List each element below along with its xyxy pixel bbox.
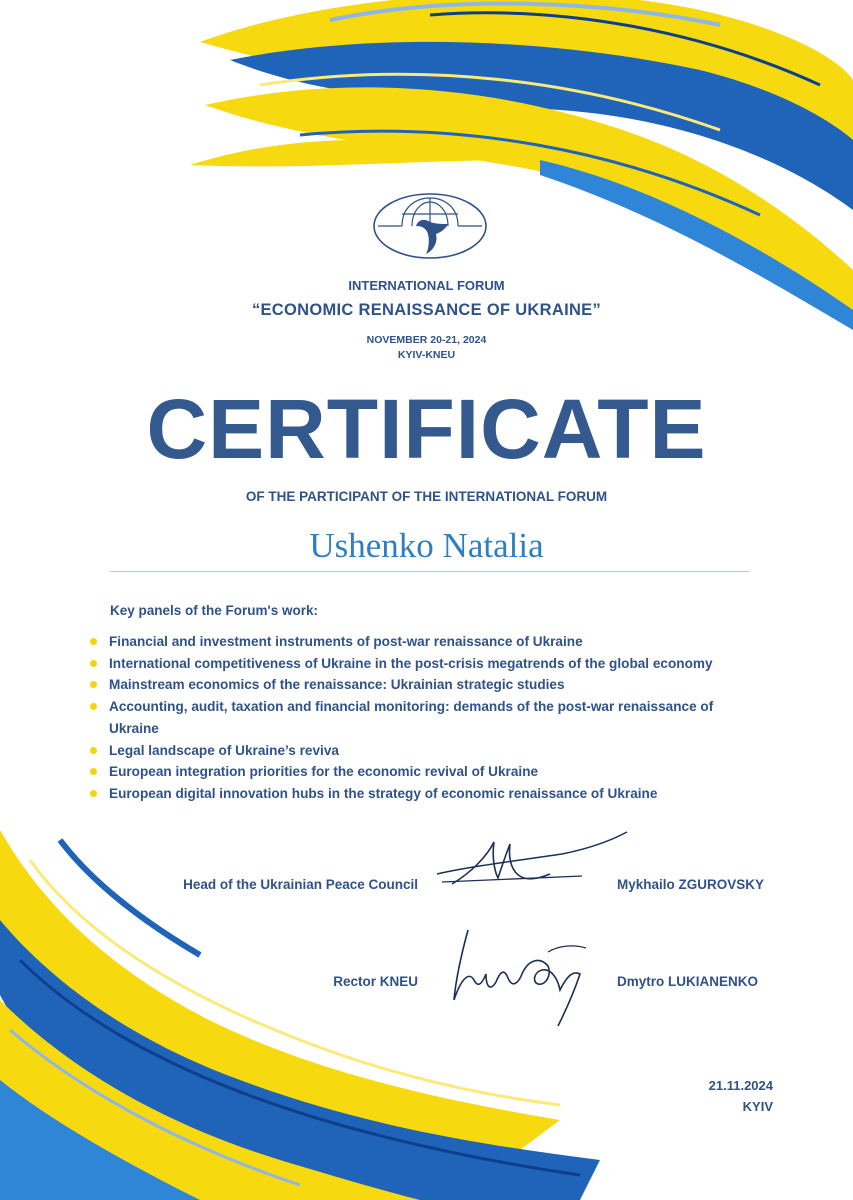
panel-text: Financial and investment instruments of post-war renaissance of Ukraine xyxy=(109,634,583,649)
signature-lukianenko xyxy=(448,922,608,1032)
list-item xyxy=(88,696,818,739)
forum-place: KYIV-KNEU xyxy=(397,349,456,361)
panel-text: Mainstream economics of the renaissance: Ukrainian strategic studies xyxy=(109,677,565,693)
yellow-dot-icon xyxy=(90,681,97,688)
recipient-name: Ushenko Natalia xyxy=(309,526,544,565)
panel-text: Accounting, audit, taxation and financial monitoring: demands of the post-war renaissance of Ukraine xyxy=(109,699,714,736)
signer-role-1: Head of the Ukrainian Peace Council xyxy=(183,877,418,892)
name-underline xyxy=(110,571,750,572)
issue-date-block xyxy=(709,1075,773,1117)
list-item xyxy=(88,674,818,696)
yellow-dot-icon xyxy=(90,790,97,797)
list-item xyxy=(88,740,818,762)
forum-dates: NOVEMBER 20-21, 2024 xyxy=(366,334,487,346)
list-item xyxy=(88,783,818,805)
yellow-dot-icon xyxy=(90,638,97,645)
yellow-dot-icon xyxy=(90,747,97,754)
list-item xyxy=(88,761,818,783)
issue-date: 21.11.2024 xyxy=(708,1078,773,1093)
panel-text: International competitiveness of Ukraine in the post-crisis megatrends of the global economy xyxy=(109,655,713,671)
yellow-dot-icon xyxy=(90,768,97,775)
panel-text: European integration priorities for the economic revival of Ukraine xyxy=(109,764,539,780)
list-item xyxy=(88,653,818,675)
issue-city: KYIV xyxy=(742,1099,773,1114)
globe-dove-logo-icon xyxy=(372,192,488,260)
forum-name: “ECONOMIC RENAISSANCE OF UKRAINE” xyxy=(251,301,602,319)
certificate-subtitle: OF THE PARTICIPANT OF THE INTERNATIONAL FORUM xyxy=(245,489,608,504)
panel-text: European digital innovation hubs in the strategy of economic renaissance of Ukraine xyxy=(109,785,658,801)
panel-text: Legal landscape of Ukraine’s reviva xyxy=(109,742,339,758)
signer-name-2: Dmytro LUKIANENKO xyxy=(617,974,759,989)
yellow-dot-icon xyxy=(90,703,97,710)
forum-title: INTERNATIONAL FORUM xyxy=(348,278,505,293)
signer-role-2: Rector KNEU xyxy=(333,974,418,989)
yellow-dot-icon xyxy=(90,660,97,667)
certificate-title: CERTIFICATE xyxy=(146,382,707,476)
signer-name-1: Mykhailo ZGUROVSKY xyxy=(617,877,765,892)
signature-zgurovsky xyxy=(432,826,632,896)
panels-list xyxy=(88,631,818,805)
panels-heading: Key panels of the Forum's work: xyxy=(110,603,318,618)
list-item xyxy=(88,631,818,653)
